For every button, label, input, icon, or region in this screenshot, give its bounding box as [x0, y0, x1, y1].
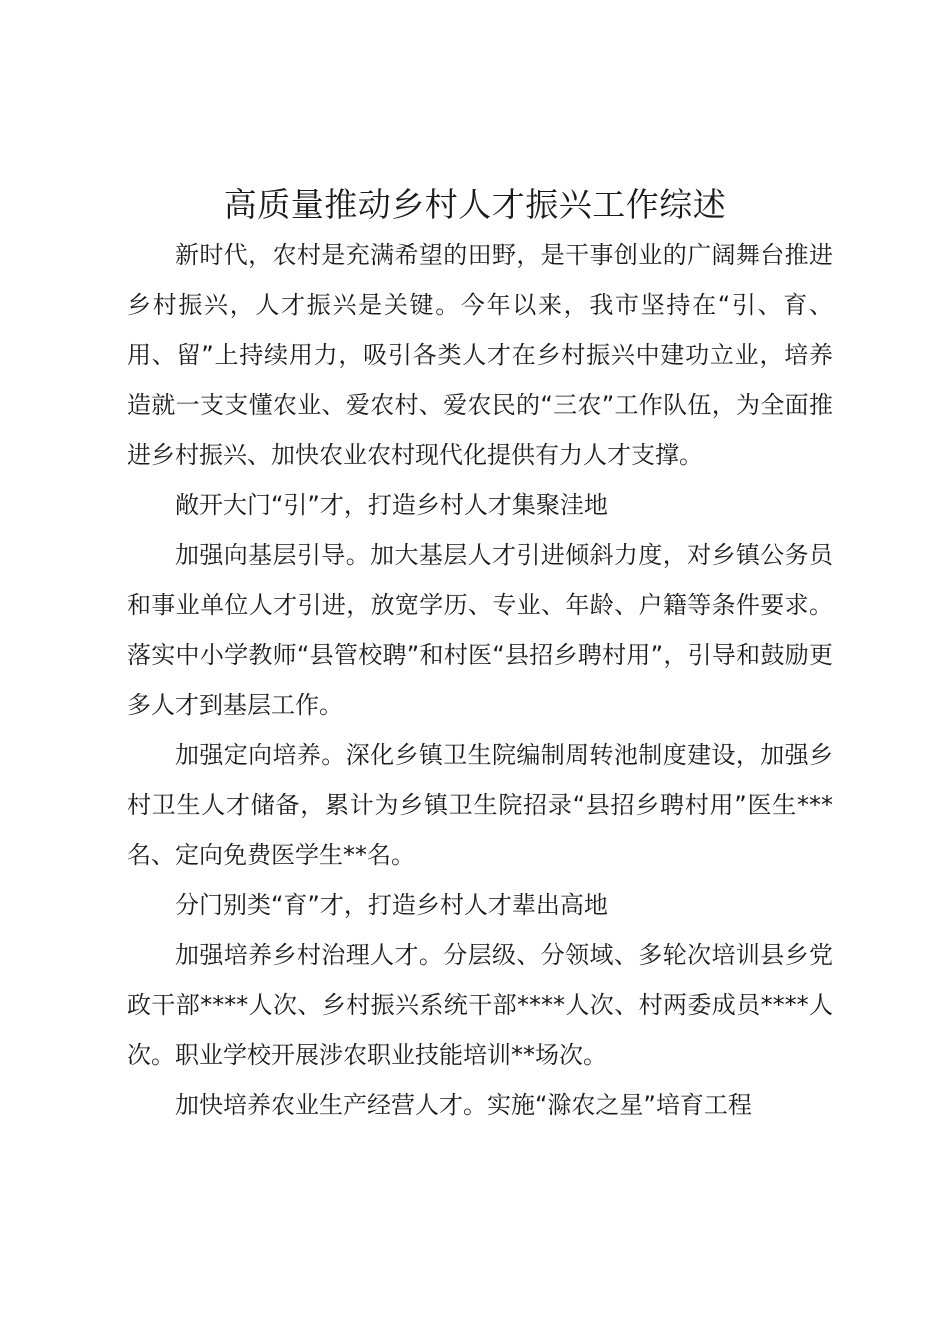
document-body — [127, 230, 833, 1130]
paragraph-targeted-training: 加强定向培养。深化乡镇卫生院编制周转池制度建设，加强乡村卫生人才储备，累计为乡镇卫生院招录“县招乡聘村用”医生***名、定向免费医学生**名。 — [127, 741, 833, 869]
section-heading-cultivate: 分门别类“育”才，打造乡村人才辈出高地 — [175, 891, 608, 919]
paragraph-agri-talent: 加快培养农业生产经营人才。实施“滁农之星”培育工程 — [175, 1091, 752, 1119]
section-heading-attract: 敞开大门“引”才，打造乡村人才集聚洼地 — [175, 491, 608, 519]
document-title: 高质量推动乡村人才振兴工作综述 — [223, 185, 727, 224]
paragraph-governance-talent: 加强培养乡村治理人才。分层级、分领域、多轮次培训县乡党政干部****人次、乡村振兴系统干部****人次、村两委成员****人次。职业学校开展涉农职业技能培训**场次。 — [127, 941, 833, 1069]
paragraph-intro: 新时代，农村是充满希望的田野，是干事创业的广阔舞台推进乡村振兴，人才振兴是关键。今年以来，我市坚持在“引、育、用、留”上持续用力，吸引各类人才在乡村振兴中建功立业，培养造就一支支懂农业、爱农村、爱农民的“三农”工作队伍，为全面推进乡村振兴、加快农业农村现代化提供有力人才支撑。 — [127, 241, 833, 469]
paragraph-grassroots-guidance: 加强向基层引导。加大基层人才引进倾斜力度，对乡镇公务员和事业单位人才引进，放宽学历、专业、年龄、户籍等条件要求。落实中小学教师“县管校聘”和村医“县招乡聘村用”，引导和鼓励更多人才到基层工作。 — [127, 541, 833, 719]
